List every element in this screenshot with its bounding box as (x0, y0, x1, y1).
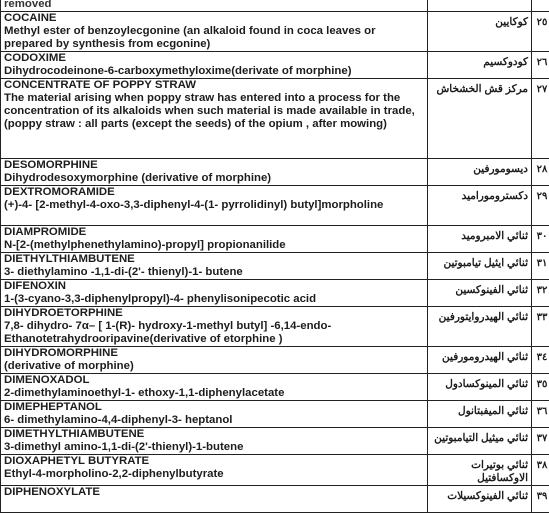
row-number: ٣١ (532, 253, 549, 280)
row-number: ٣٦ (532, 401, 549, 428)
english-cell (1, 253, 428, 280)
row-number: ٢٦ (532, 52, 549, 79)
substance-name: DIMENOXADOL (4, 374, 424, 387)
row-number: ٣٨ (532, 455, 549, 486)
substance-description: (+)-4- [2-methyl-4-oxo-3,3-diphenyl-4-(1- pyrrolidinyl) butyl]morpholine (4, 199, 424, 212)
substance-name: COCAINE (4, 12, 424, 25)
table-row (1, 52, 549, 79)
english-cell (1, 159, 428, 186)
substance-name: CODOXIME (4, 52, 424, 65)
substance-name: DIPHENOXYLATE (4, 486, 424, 499)
arabic-cell (428, 0, 532, 12)
english-cell (1, 347, 428, 374)
row-number: ٣٩ (532, 486, 549, 513)
table-row (1, 159, 549, 186)
arabic-name: ثنائي الهيدروايتورفين (428, 307, 532, 347)
substance-name: DIFENOXIN (4, 280, 424, 293)
table-row (1, 0, 549, 12)
substance-name: DESOMORPHINE (4, 159, 424, 172)
english-cell (1, 12, 428, 52)
english-cell (1, 186, 428, 226)
english-cell (1, 79, 428, 159)
substance-description: The material arising when poppy straw has entered into a process for the concentration of its alkaloids when such material is made available in trade, (4, 92, 424, 118)
table-row (1, 280, 549, 307)
table-row (1, 12, 549, 52)
english-cell (1, 280, 428, 307)
top-fragment-text: removed (4, 0, 51, 10)
arabic-name: دكستروموراميد (428, 186, 532, 226)
table-row (1, 186, 549, 226)
substance-description: Methyl ester of benzoylecgonine (an alkaloid found in coca leaves or prepared by synthesis from ecgonine) (4, 25, 424, 51)
english-cell (1, 226, 428, 253)
substance-note: (poppy straw : all parts (except the seeds) of the opium , after mowing) (4, 118, 424, 131)
arabic-name: مركز قش الخشخاش (428, 79, 532, 159)
substance-description: 7,8- dihydro- 7α– [ 1-(R)- hydroxy-1-methyl butyl] -6,14-endo-Ethanotetrahydrooripavine(derivative of etorphine ) (4, 320, 424, 346)
table-row (1, 401, 549, 428)
row-number: ٣٢ (532, 280, 549, 307)
substance-description: 3- diethylamino -1,1-di-(2'- thienyl)-1- butene (4, 266, 424, 279)
row-number: ٣٣ (532, 307, 549, 347)
row-number: ٢٥ (532, 12, 549, 52)
english-cell (1, 401, 428, 428)
substance-description: 2-dimethylaminoethyl-1- ethoxy-1,1-diphenylacetate (4, 387, 424, 400)
substance-name: DIHYDROMORPHINE (4, 347, 424, 360)
arabic-name: ثنائي الفينوكسين (428, 280, 532, 307)
arabic-name: ثنائي الامبروميد (428, 226, 532, 253)
substance-name: DIOXAPHETYL BUTYRATE (4, 455, 424, 468)
substance-description: Ethyl-4-morpholino-2,2-diphenylbutyrate (4, 468, 424, 481)
row-number: ٢٩ (532, 186, 549, 226)
substance-description: Dihydrocodeinone-6-carboxymethyloxime(derivate of morphine) (4, 65, 424, 78)
arabic-name: ثنائي ايثيل تيامبوتين (428, 253, 532, 280)
table-row (1, 307, 549, 347)
arabic-name: ثنائي ميثيل التيامبوتين (428, 428, 532, 455)
arabic-name: ثنائي المينوكسادول (428, 374, 532, 401)
arabic-name: ثنائي الفينوكسيلات (428, 486, 532, 513)
arabic-name: كوكايين (428, 12, 532, 52)
row-number: ٢٨ (532, 159, 549, 186)
substance-name: CONCENTRATE OF POPPY STRAW (4, 79, 424, 92)
arabic-name: ثنائي الهيدرومورفين (428, 347, 532, 374)
arabic-name: ثنائي بوتيرات الاوكسافتيل (428, 455, 532, 486)
substance-description: 3-dimethyl amino-1,1-di-(2'-thienyl)-1-butene (4, 441, 424, 454)
table-row (1, 253, 549, 280)
substance-description: 6- dimethylamino-4,4-diphenyl-3- heptanol (4, 414, 424, 427)
substance-description: Dihydrodesoxymorphine (derivative of morphine) (4, 172, 424, 185)
arabic-name: ديسومورفين (428, 159, 532, 186)
row-number: ٣٤ (532, 347, 549, 374)
table-row (1, 79, 549, 159)
number-cell (532, 0, 549, 12)
table-row (1, 428, 549, 455)
fragment-cell (1, 0, 428, 12)
substance-name: DEXTROMORAMIDE (4, 186, 424, 199)
substance-description: 1-(3-cyano-3,3-diphenylpropyl)-4- phenylisonipecotic acid (4, 293, 424, 306)
english-cell (1, 455, 428, 486)
substance-name: DIAMPROMIDE (4, 226, 424, 239)
english-cell (1, 486, 428, 513)
english-cell (1, 52, 428, 79)
row-number: ٣٥ (532, 374, 549, 401)
row-number: ٣٧ (532, 428, 549, 455)
english-cell (1, 374, 428, 401)
row-number: ٢٧ (532, 79, 549, 159)
english-cell (1, 428, 428, 455)
table-row (1, 374, 549, 401)
substance-name: DIMEPHEPTANOL (4, 401, 424, 414)
table-row (1, 226, 549, 253)
substance-description: (derivative of morphine) (4, 360, 424, 373)
substance-name: DIMETHYLTHIAMBUTENE (4, 428, 424, 441)
substance-name: DIHYDROETORPHINE (4, 307, 424, 320)
table-row (1, 455, 549, 486)
substance-name: DIETHYLTHIAMBUTENE (4, 253, 424, 266)
table-row (1, 347, 549, 374)
arabic-name: كودوكسيم (428, 52, 532, 79)
arabic-name: ثنائي الميفبتانول (428, 401, 532, 428)
row-number: ٣٠ (532, 226, 549, 253)
english-cell (1, 307, 428, 347)
substance-description: N-[2-(methylphenethylamino)-propyl] propionanilide (4, 239, 424, 252)
table-row (1, 486, 549, 513)
